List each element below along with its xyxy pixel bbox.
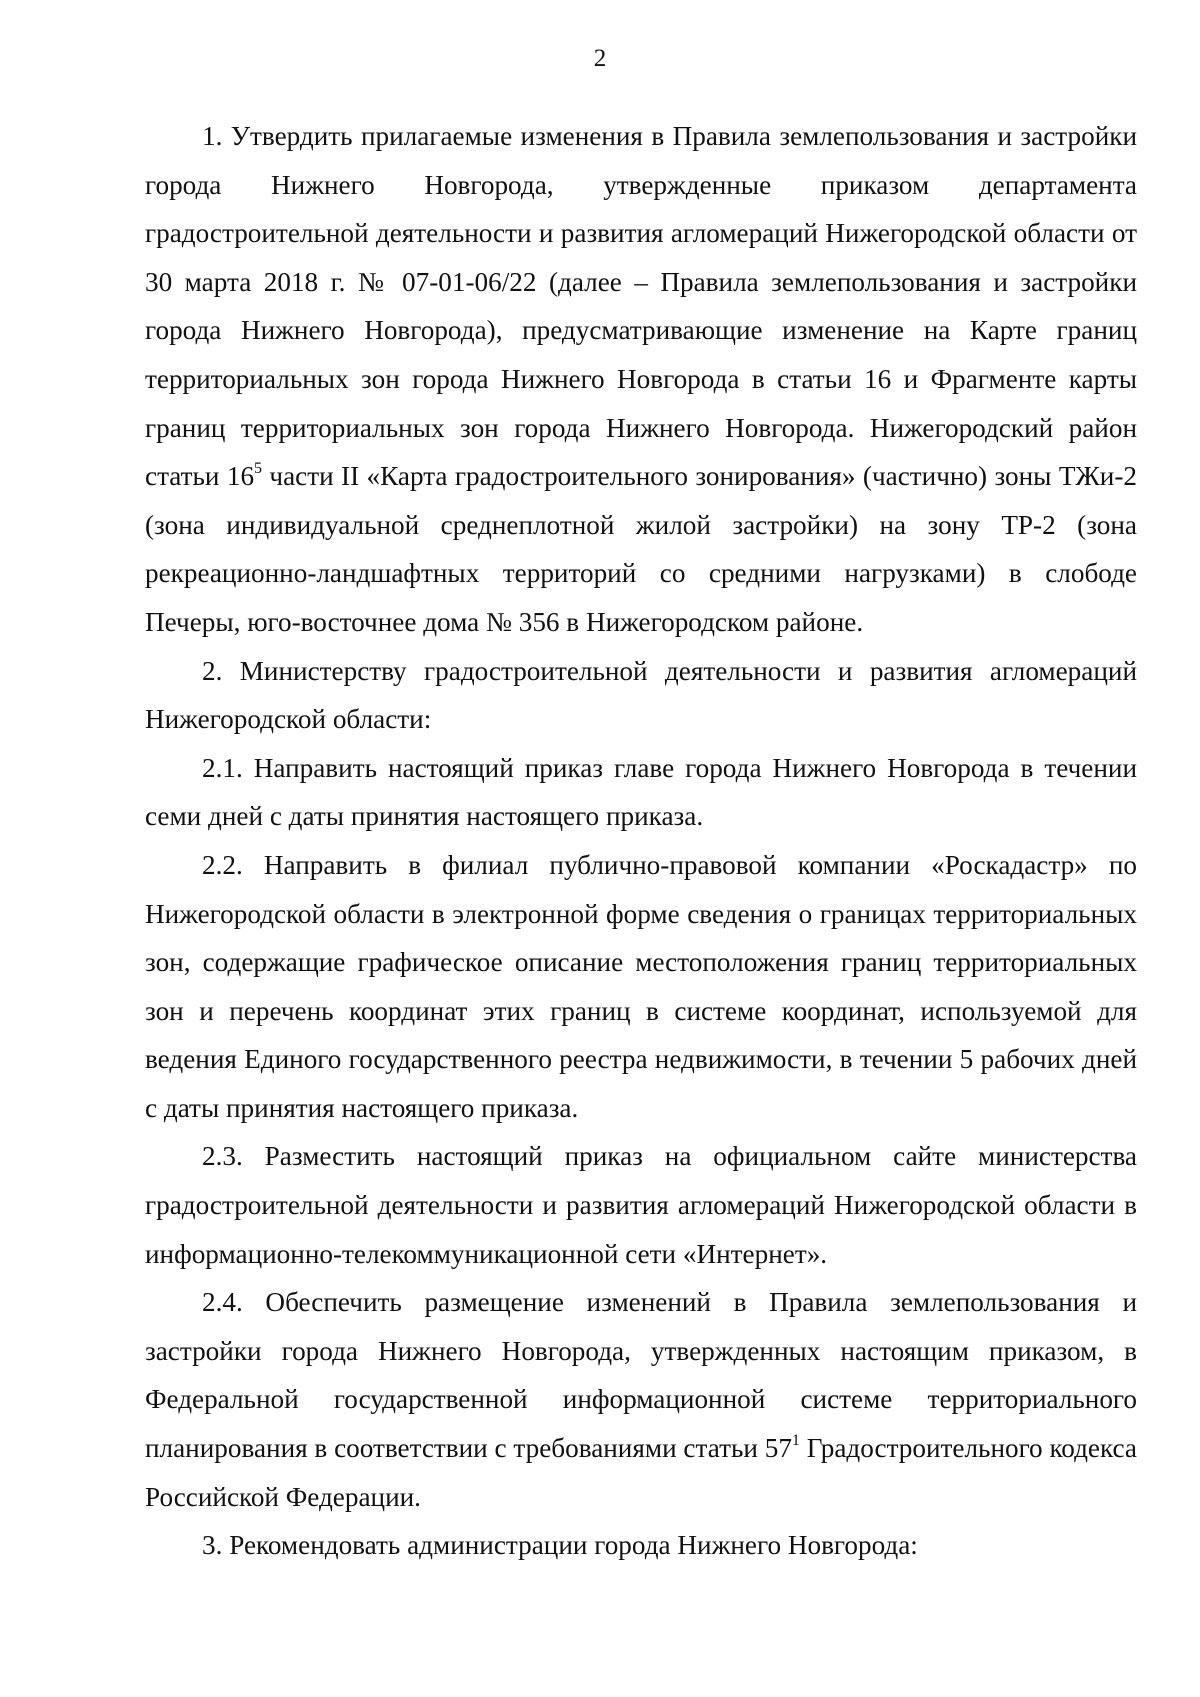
paragraph-1-text-b: части II «Карта градостроительного зонирования» (частично) зоны ТЖи-2 (зона индивидуальной среднеплотной жилой застройки) на зону ТР-2 (зона рекреационно-ландшафтных территорий со средними нагрузками) в слободе Печеры, юго-восточнее дома № 356 в Нижегородском районе. bbox=[145, 461, 1137, 637]
paragraph-2-1: 2.1. Направить настоящий приказ главе города Нижнего Новгорода в течении семи дней с даты принятия настоящего приказа. bbox=[145, 752, 1137, 832]
paragraph-1-text-a: 1. Утвердить прилагаемые изменения в Правила землепользования и застройки города Нижнего Новгорода, утвержденные приказом департамента градостроительной деятельности и развития агломераций Нижегородской области от 30 марта 2018 г. № 07-01-06/22 (далее – Правила землепользования и застройки города Нижнего Новгорода), предусматривающие изменение на Карте границ территориальных зон города Нижнего Новгорода в статьи 16 и Фрагменте карты границ территориальных зон города Нижнего Новгорода. Нижегородский район статьи 16 bbox=[145, 121, 1137, 492]
paragraph-2-3: 2.3. Разместить настоящий приказ на официальном сайте министерства градостроительной деятельности и развития агломераций Нижегородской области в информационно-телекоммуникационной сети «Интернет». bbox=[145, 1141, 1137, 1269]
paragraph-1 bbox=[145, 112, 1137, 647]
paragraph-2-2: 2.2. Направить в филиал публично-правовой компании «Роскадастр» по Нижегородской области в электронной форме сведения о границах территориальных зон, содержащие графическое описание местоположения границ территориальных зон и перечень координат этих границ в системе координат, используемой для ведения Единого государственного реестра недвижимости, в течении 5 рабочих дней с даты принятия настоящего приказа. bbox=[145, 849, 1137, 1123]
paragraph-2: 2. Министерству градостроительной деятельности и развития агломераций Нижегородской области: bbox=[145, 655, 1137, 735]
paragraph-2-4-text-b: Градостроительного кодекса Российской Федерации. bbox=[145, 1433, 1138, 1512]
document-body bbox=[145, 112, 1137, 1570]
paragraph-2-4 bbox=[145, 1278, 1137, 1521]
superscript-5: 5 bbox=[254, 460, 263, 478]
paragraph-2-4-text-a: 2.4. Обеспечить размещение изменений в Правила землепользования и застройки города Нижнего Новгорода, утвержденных настоящим приказом, в Федеральной государственной информационной системе территориального планирования в соответствии с требованиями статьи 57 bbox=[145, 1287, 1137, 1464]
paragraph-3: 3. Рекомендовать администрации города Нижнего Новгорода: bbox=[202, 1530, 918, 1561]
superscript-1: 1 bbox=[791, 1431, 800, 1449]
page-number: 2 bbox=[593, 45, 607, 72]
